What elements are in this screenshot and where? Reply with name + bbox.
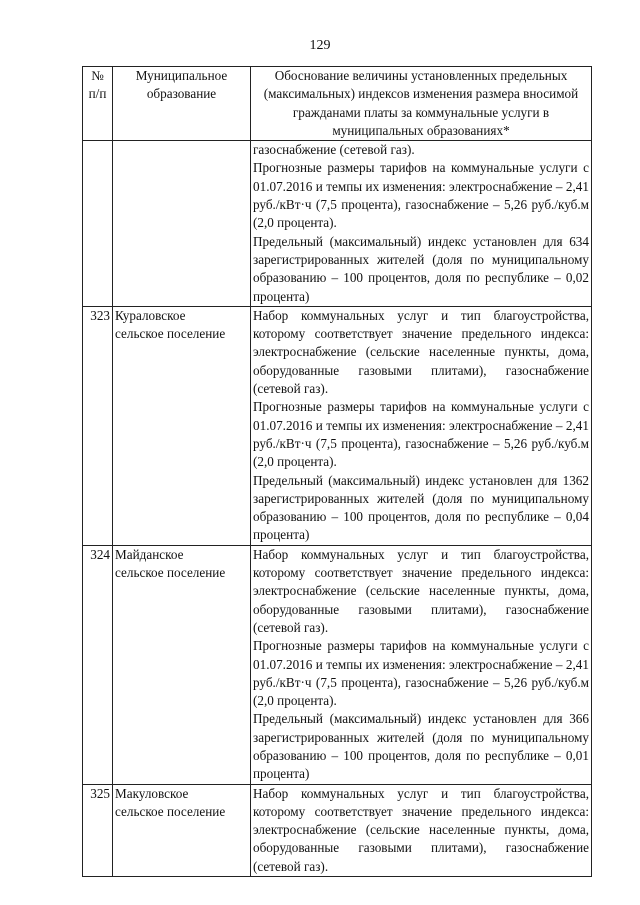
justification-paragraph: Прогнозные размеры тарифов на коммунальные услуги с 01.07.2016 и темпы их изменения: электроснабжение – 2,41 руб./кВт·ч (7,5 процента), газоснабжение – 5,26 руб./куб.м (2,0 процента). [253,638,589,709]
row-number [83,141,113,307]
row-number: 323 [83,306,113,545]
table-row [83,141,592,307]
tariff-index-table [82,66,592,877]
justification-paragraph: Прогнозные размеры тарифов на коммунальные услуги с 01.07.2016 и темпы их изменения: электроснабжение – 2,41 руб./кВт·ч (7,5 процента), газоснабжение – 5,26 руб./куб.м (2,0 процента). [253,399,589,470]
justification-paragraph: газоснабжение (сетевой газ). [253,142,415,158]
table-row [83,306,592,545]
page-number: 129 [309,38,331,53]
justification-paragraph: Предельный (максимальный) индекс установлен для 366 зарегистрированных жителей (доля по муниципальному образованию – 100 процентов, доля по республике – 0,01 процента) [253,711,589,782]
row-municipality [113,141,251,307]
table-row [83,784,592,876]
row-municipality: Майданское сельское поселение [113,545,251,784]
header-municipality: Муниципальное образование [113,67,251,141]
row-number: 325 [83,784,113,876]
row-justification [251,784,592,876]
table-header-row [83,67,592,141]
table-row [83,545,592,784]
row-justification [251,545,592,784]
justification-paragraph: Набор коммунальных услуг и тип благоустройства, которому соответствует значение предельного индекса: электроснабжение (сельские населенные пункты, дома, оборудованные газовыми плитами), газоснабжение (сетевой газ). [253,785,589,874]
justification-paragraph: Предельный (максимальный) индекс установлен для 634 зарегистрированных жителей (доля по муниципальному образованию – 100 процентов, доля по республике – 0,02 процента) [253,233,589,304]
header-number: № п/п [83,67,113,141]
justification-paragraph: Набор коммунальных услуг и тип благоустройства, которому соответствует значение предельного индекса: электроснабжение (сельские населенные пункты, дома, оборудованные газовыми плитами), газоснабжение (сетевой газ). [253,307,589,397]
justification-paragraph: Набор коммунальных услуг и тип благоустройства, которому соответствует значение предельного индекса: электроснабжение (сельские населенные пункты, дома, оборудованные газовыми плитами), газоснабжение (сетевой газ). [253,546,589,635]
header-justification: Обоснование величины установленных предельных (максимальных) индексов изменения размера вносимой гражданами платы за коммунальные услуги в муниципальных образованиях* [251,67,592,141]
row-justification [251,141,592,307]
row-municipality: Макуловское сельское поселение [113,784,251,876]
row-number: 324 [83,545,113,784]
table-body [83,141,592,877]
justification-paragraph: Прогнозные размеры тарифов на коммунальные услуги с 01.07.2016 и темпы их изменения: электроснабжение – 2,41 руб./кВт·ч (7,5 процента), газоснабжение – 5,26 руб./куб.м (2,0 процента). [253,160,589,231]
justification-paragraph: Предельный (максимальный) индекс установлен для 1362 зарегистрированных жителей (доля по муниципальному образованию – 100 процентов, доля по республике – 0,04 процента) [253,472,589,543]
row-justification [251,306,592,545]
row-municipality: Кураловское сельское поселение [113,306,251,545]
